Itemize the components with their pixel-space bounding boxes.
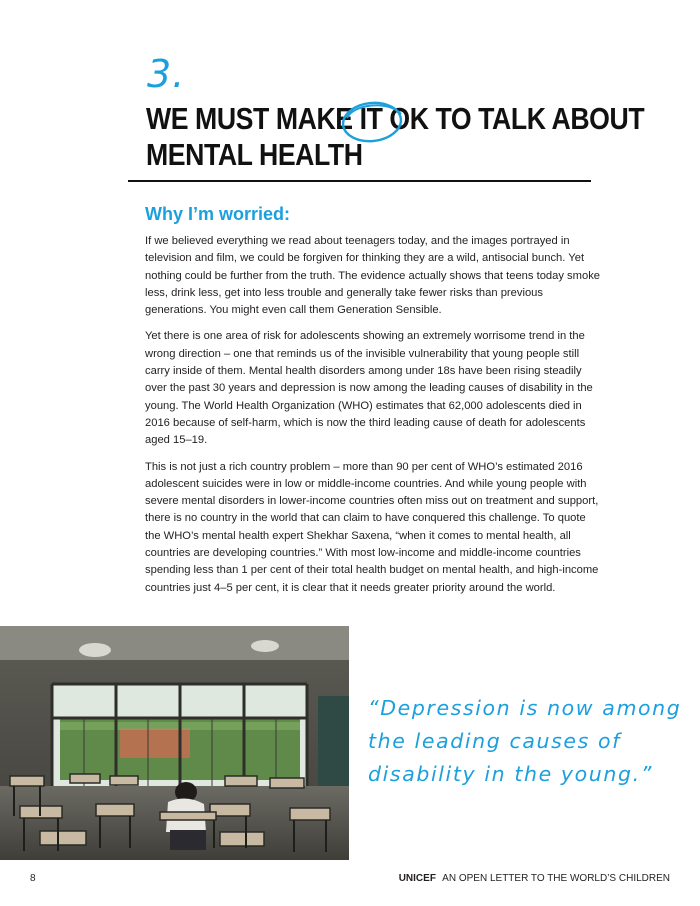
- title-line-2: MENTAL HEALTH: [146, 137, 363, 172]
- ok-circle-mark: [339, 98, 407, 146]
- paragraph-3: This is not just a rich country problem – more than 90 per cent of WHO’s estimated 2016 adolescent suicides were in low or middle-income countries. And while young people with severe mental disorders in lower-income countries often miss out on treatment and support, there is no country in the world that can claim to have conquered this challenge. To quote the WHO’s mental health expert Shekhar Saxena, “when it comes to mental health, all countries are developing countries.” With most low-income and middle-income countries spending less than 1 per cent of their total health budget on mental health, and high-income countries just 4–5 per cent, it is clear that it needs greater priority around the world.: [145, 460, 599, 594]
- title-divider: [128, 180, 591, 182]
- pull-quote: “Depression is now among the leading causes of disability in the young.”: [368, 696, 682, 786]
- classroom-photo: [0, 626, 349, 860]
- footer-publication: [399, 873, 670, 884]
- footer-org: UNICEF: [398, 873, 436, 884]
- subheading: Why I’m worried:: [145, 204, 291, 224]
- section-number: 3.: [147, 52, 186, 96]
- page-number: 8: [30, 873, 36, 884]
- classroom-illustration: [0, 626, 349, 860]
- body-text: [145, 233, 600, 606]
- footer-title: AN OPEN LETTER TO THE WORLD’S CHILDREN: [442, 873, 670, 884]
- paragraph-2: Yet there is one area of risk for adolescents showing an extremely worrisome trend in the wrong direction – one that reminds us of the invisible vulnerability that young people still carry inside of them. Mental health disorders among under 18s have been rising steadily over the past 30 years and depression is now among the leading causes of disability in the young. The World Health Organization (WHO) estimates that 62,000 adolescents died in 2016 because of self-harm, which is now the third leading cause of death for adolescents aged 15–19.: [145, 330, 593, 447]
- paragraph-1: If we believed everything we read about teenagers today, and the images portrayed in television and film, we could be forgiven for thinking they are a wild, antisocial bunch. Yet nothing could be further from the truth. The evidence actually shows that teens today smoke less, drink less, get into less trouble and generally take fewer risks than previous generations. You might even call them Generation Sensible.: [145, 235, 601, 317]
- page-title: [146, 101, 645, 173]
- title-line-1: WE MUST MAKE IT OK TO TALK ABOUT: [146, 101, 645, 136]
